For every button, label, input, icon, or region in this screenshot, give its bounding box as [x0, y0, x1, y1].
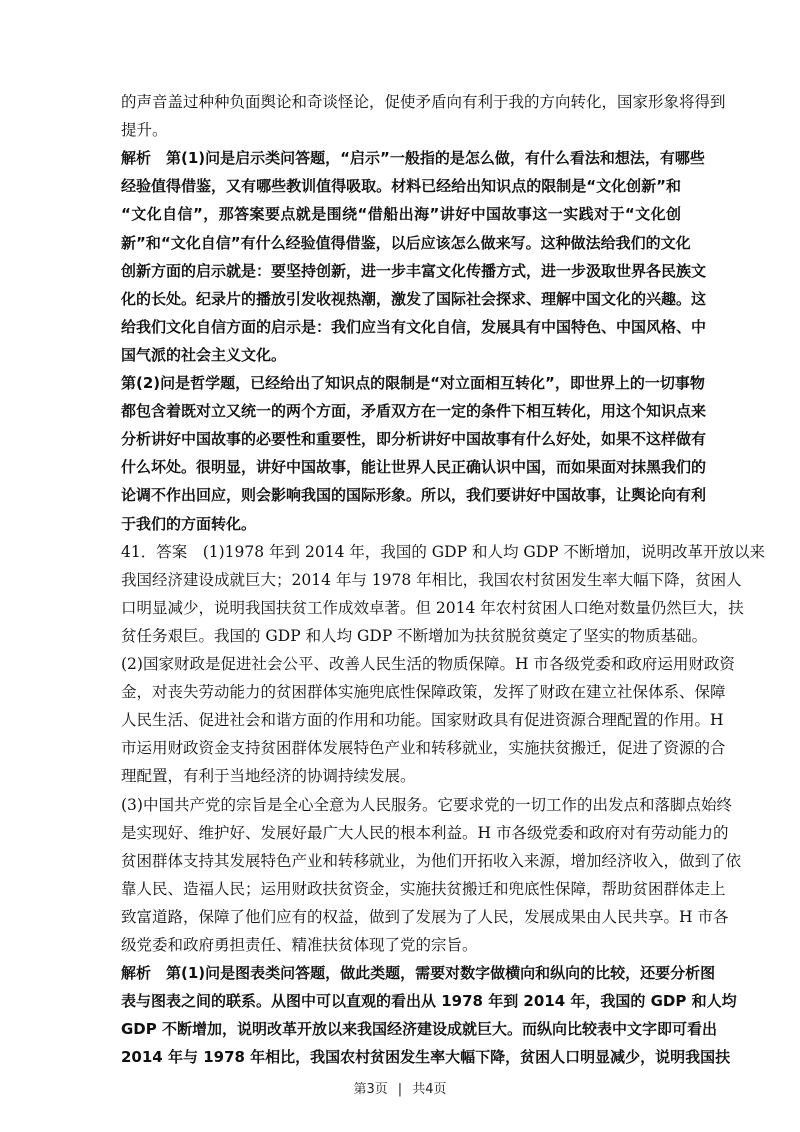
text-line: 给我们文化自信方面的启示是：我们应当有文化自信，发展具有中国特色、中国风格、中 — [121, 318, 707, 336]
text-line: 论调不作出回应，则会影响我国的国际形象。所以，我们要讲好中国故事，让舆论向有利 — [121, 486, 707, 504]
text-line: “文化自信”，那答案要点就是围绕“借船出海”讲好中国故事这一实践对于“文化创 — [121, 205, 681, 223]
text-line: 理配置，有利于当地经济的协调持续发展。 — [121, 767, 416, 785]
footer-separator: | — [397, 1082, 403, 1097]
text-line: 金，对丧失劳动能力的贫困群体实施兜底性保障政策，发挥了财政在建立社保体系、保障 — [121, 683, 726, 701]
text-line: 于我们的方面转化。 — [121, 515, 257, 533]
text-line: 的声音盖过种种负面舆论和奇谈怪论，促使矛盾向有利于我的方向转化，国家形象将得到 — [121, 93, 726, 111]
text-line: 创新方面的启示就是：要坚持创新，进一步丰富文化传播方式，进一步汲取世界各民族文 — [121, 262, 707, 280]
text-line: (3)中国共产党的宗旨是全心全意为人民服务。它要求党的一切工作的出发点和落脚点始终 — [121, 796, 732, 814]
text-line: 人民生活、促进社会和谐方面的作用和功能。国家财政具有促进资源合理配置的作用。H — [121, 711, 724, 729]
text-line: GDP 不断增加，说明改革开放以来我国经济建设成就巨大。而纵向比较表中文字即可看出 — [121, 1020, 717, 1038]
text-line: 是实现好、维护好、发展好最广大人民的根本利益。H 市各级党委和政府对有劳动能力的 — [121, 824, 729, 842]
text-line: 解析 第(1)问是图表类问答题，做此类题，需要对数字做横向和纵向的比较，还要分析图 — [121, 964, 716, 982]
text-line: 提升。 — [121, 121, 168, 139]
text-line: 贫困群体支持其发展特色产业和转移就业，为他们开拓收入来源，增加经济收入，做到了依 — [121, 852, 742, 870]
text-line: 口明显减少，说明我国扶贫工作成效卓著。但 2014 年农村贫困人口绝对数量仍然巨大，扶 — [121, 599, 744, 617]
text-line: (2)国家财政是促进社会公平、改善人民生活的物质保障。H 市各级党委和政府运用财政资 — [121, 655, 735, 673]
text-line: 我国经济建设成就巨大；2014 年与 1978 年相比，我国农村贫困发生率大幅下降，贫困人 — [121, 571, 742, 589]
text-line: 经验值得借鉴，又有哪些教训值得吸取。材料已经给出知识点的限制是“文化创新”和 — [121, 177, 681, 195]
text-line: 新”和“文化自信”有什么经验值得借鉴，以后应该怎么做来写。这种做法给我们的文化 — [121, 234, 691, 252]
text-line: 2014 年与 1978 年相比，我国农村贫困发生率大幅下降，贫困人口明显减少，说明我国扶 — [121, 1048, 731, 1066]
text-line: 贫任务艰巨。我国的 GDP 和人均 GDP 不断增加为扶贫脱贫奠定了坚实的物质基础。 — [121, 627, 708, 645]
text-line: 表与图表之间的联系。从图中可以直观的看出从 1978 年到 2014 年，我国的 GDP 和人均 — [121, 992, 737, 1010]
text-line: 化的长处。纪录片的播放引发收视热潮，激发了国际社会探求、理解中国文化的兴趣。这 — [121, 290, 707, 308]
text-line: 都包含着既对立又统一的两个方面，矛盾双方在一定的条件下相互转化，用这个知识点来 — [121, 402, 707, 420]
text-line: 市运用财政资金支持贫困群体发展特色产业和转移就业，实施扶贫搬迁，促进了资源的合 — [121, 739, 726, 757]
text-line: 分析讲好中国故事的必要性和重要性，即分析讲好中国故事有什么好处，如果不这样做有 — [121, 430, 707, 448]
page-footer — [0, 1081, 800, 1099]
text-line: 41．答案 (1)1978 年到 2014 年，我国的 GDP 和人均 GDP 不断增加，说明改革开放以来 — [121, 543, 766, 561]
text-line: 致富道路，保障了他们应有的权益，做到了发展为了人民，发展成果由人民共享。H 市各 — [121, 908, 729, 926]
text-line: 什么坏处。很明显，讲好中国故事，能让世界人民正确认识中国，而如果面对抹黑我们的 — [121, 458, 707, 476]
page-total: 共4页 — [412, 1082, 447, 1097]
text-line: 靠人民、造福人民；运用财政扶贫资金，实施扶贫搬迁和兜底性保障，帮助贫困群体走上 — [121, 880, 726, 898]
text-line: 级党委和政府勇担责任、精准扶贫体现了党的宗旨。 — [121, 936, 478, 954]
text-line: 解析 第(1)问是启示类问答题，“启示”一般指的是怎么做，有什么看法和想法，有哪些 — [121, 149, 705, 167]
page-number: 第3页 — [353, 1082, 388, 1097]
text-line: 国气派的社会主义文化。 — [121, 346, 287, 364]
text-line: 第(2)问是哲学题，已经给出了知识点的限制是“对立面相互转化”，即世界上的一切事物 — [121, 374, 705, 392]
